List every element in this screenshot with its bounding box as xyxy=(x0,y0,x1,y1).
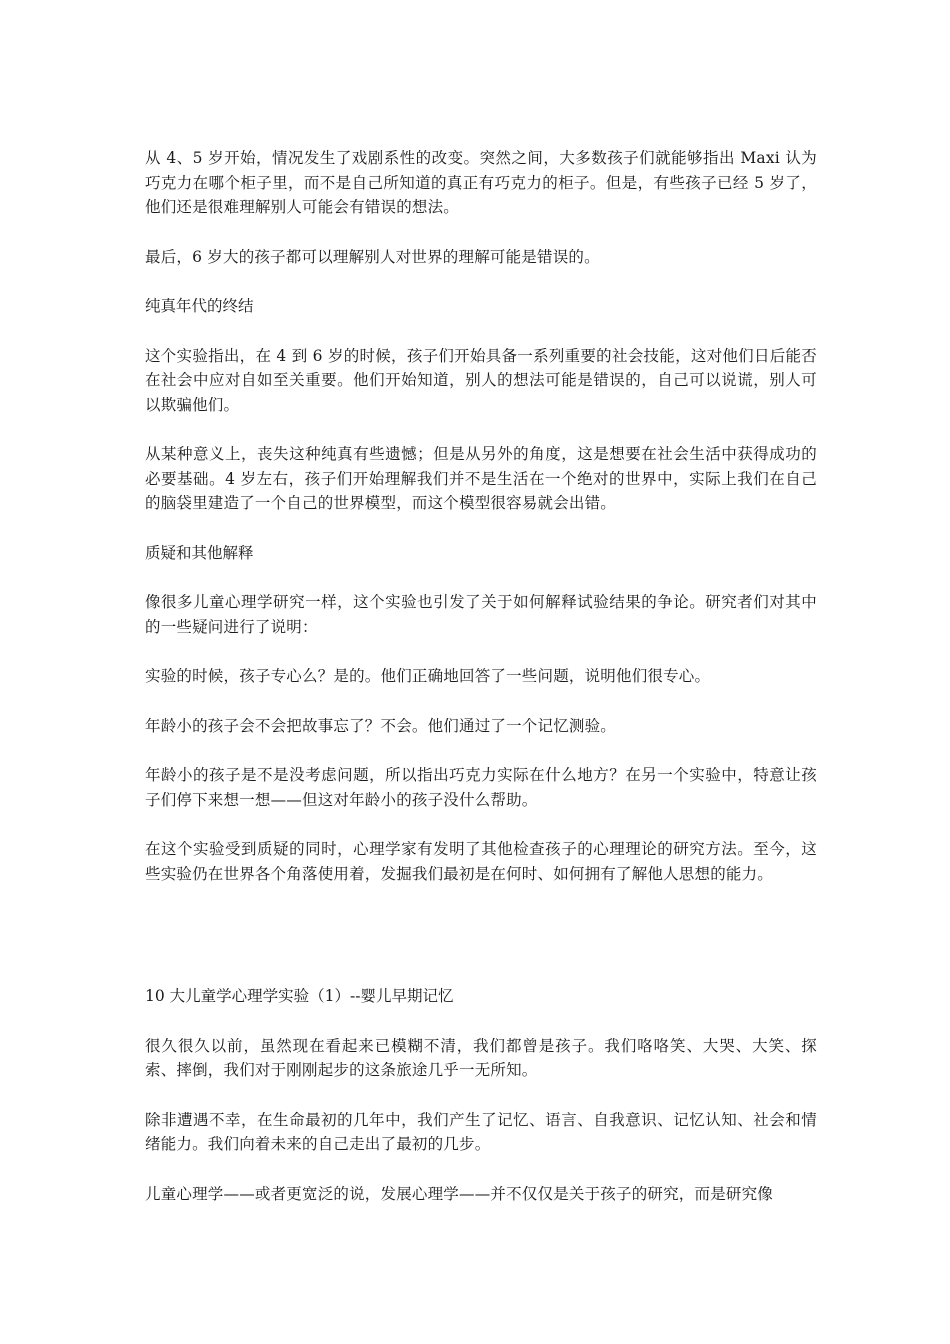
paragraph: 除非遭遇不幸，在生命最初的几年中，我们产生了记忆、语言、自我意识、记忆认知、社会和情绪能力。我们向着未来的自己走出了最初的几步。 xyxy=(145,1110,817,1153)
paragraph: 实验的时候，孩子专心么？是的。他们正确地回答了一些问题，说明他们很专心。 xyxy=(145,667,711,685)
paragraph: 这个实验指出，在 4 到 6 岁的时候，孩子们开始具备一系列重要的社会技能，这对他们日后能否在社会中应对自如至关重要。他们开始知道，别人的想法可能是错误的，自己可以说谎，别人可以欺骗他们。 xyxy=(145,346,817,414)
section-spacer xyxy=(145,911,817,984)
section-heading: 质疑和其他解释 xyxy=(145,543,254,562)
section-heading: 纯真年代的终结 xyxy=(145,297,254,315)
paragraph: 年龄小的孩子是不是没考虑问题，所以指出巧克力实际在什么地方？在另一个实验中，特意让孩子们停下来想一想——但这对年龄小的孩子没什么帮助。 xyxy=(145,766,817,809)
paragraph: 最后，6 岁大的孩子都可以理解别人对世界的理解可能是错误的。 xyxy=(145,247,600,266)
paragraph: 从 4、5 岁开始，情况发生了戏剧系性的改变。突然之间，大多数孩子们就能够指出 Maxi 认为巧克力在哪个柜子里，而不是自己所知道的真正有巧克力的柜子。但是，有些孩子已经 5 岁了，他们还是很难理解别人可能会有错误的想法。 xyxy=(145,149,817,216)
paragraph: 年龄小的孩子会不会把故事忘了？不会。他们通过了一个记忆测验。 xyxy=(145,716,617,735)
paragraph: 儿童心理学——或者更宽泛的说，发展心理学——并不仅仅是关于孩子的研究，而是研究像 xyxy=(145,1184,774,1203)
paragraph: 像很多儿童心理学研究一样，这个实验也引发了关于如何解释试验结果的争论。研究者们对其中的一些疑问进行了说明： xyxy=(145,593,817,636)
paragraph: 从某种意义上，丧失这种纯真有些遗憾；但是从另外的角度，这是想要在社会生活中获得成功的必要基础。4 岁左右，孩子们开始理解我们并不是生活在一个绝对的世界中，实际上我们在自己的脑袋里建造了一个自己的世界模型，而这个模型很容易就会出错。 xyxy=(145,445,817,512)
paragraph: 很久很久以前，虽然现在看起来已模糊不清，我们都曾是孩子。我们咯咯笑、大哭、大笑、探索、摔倒，我们对于刚刚起步的这条旅途几乎一无所知。 xyxy=(145,1036,817,1079)
document-body xyxy=(145,146,817,1231)
article-title: 10 大儿童学心理学实验（1）--婴儿早期记忆 xyxy=(145,987,454,1005)
paragraph: 在这个实验受到质疑的同时，心理学家有发明了其他检查孩子的心理理论的研究方法。至今，这些实验仍在世界各个角落使用着，发掘我们最初是在何时、如何拥有了解他人思想的能力。 xyxy=(145,840,817,883)
